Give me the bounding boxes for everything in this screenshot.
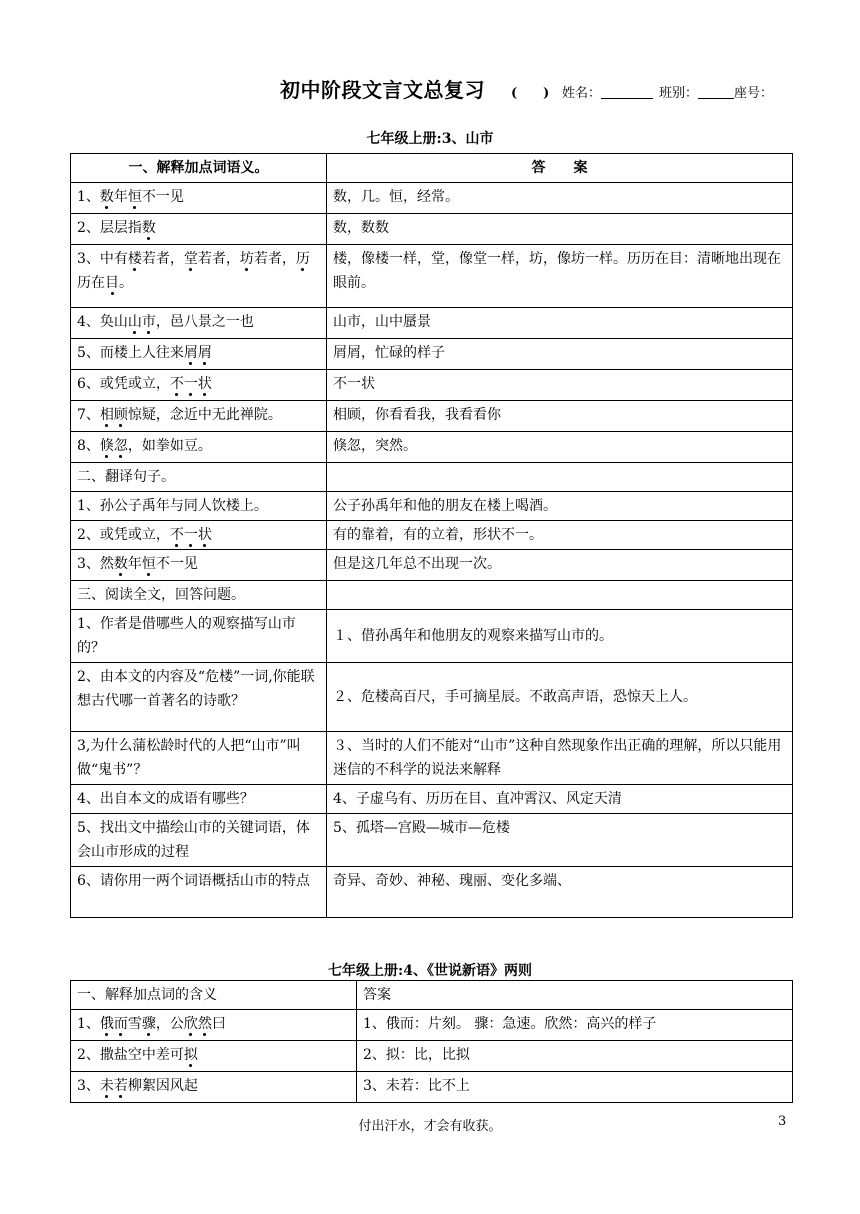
answer-cell [327,463,793,492]
dotted-term: 状 [197,527,212,543]
question-cell: 1、孙公子禹年与同人饮楼上。 [71,492,327,521]
answer-cell: 但是这几年总不出现一次。 [327,550,793,581]
column-header-question: 一、解释加点词的含义 [71,981,357,1010]
answer-cell: 相顾，你看看我，我看看你 [327,401,793,432]
question-cell [71,1010,357,1041]
question-text: 4、奂山 [77,314,128,330]
answer-cell: 2、拟：比，比拟 [357,1041,793,1072]
answer-cell [327,581,793,610]
table-row [71,339,793,370]
table-row [71,581,793,610]
answer-cell: 倏忽，突然。 [327,432,793,463]
question-cell: 6、请你用一两个词语概括山市的特点 [71,867,327,918]
dotted-term: 然 [197,1016,212,1032]
table-row [71,183,793,214]
table-row [71,732,793,785]
dotted-term: 俄 [99,1016,114,1032]
dotted-term: 恒 [127,189,142,205]
answer-cell: 4、子虚乌有、历历在目、直冲霄汉、风定天清 [327,785,793,814]
question-cell [71,550,327,581]
dotted-term: 不 [169,527,184,543]
question-text: 惊疑，念近中无此禅院。 [127,407,282,423]
answer-cell: ２、危楼高百尺，手可摘星辰。不敢高声语，恐惊天上人。 [327,663,793,732]
dotted-term: 骤 [141,1016,156,1032]
question-cell: 三、阅读全文，回答问题。 [71,581,327,610]
table-row [71,1010,793,1041]
table-row [71,401,793,432]
question-text: 2、撒盐空中差可 [77,1047,184,1063]
question-text: 2、或凭或立， [77,527,170,543]
answer-cell: 1、俄而：片刻。 骤：急速。欣然：高兴的样子 [357,1010,793,1041]
section1-title: 七年级上册:3、山市 [366,131,494,147]
table-row [71,432,793,463]
question-text: 雪 [127,1016,142,1032]
question-text: 若者， [253,251,296,267]
question-text: 。 [119,275,133,291]
question-text: 7、 [77,407,100,423]
class-label: 班别： [659,86,699,101]
question-cell [71,245,327,308]
name-label: 姓名： [562,86,602,101]
question-cell [71,432,327,463]
question-text: ，如拳如豆。 [127,438,212,454]
page-number: 3 [778,1114,787,1129]
question-text: 2、层层指 [77,220,142,236]
dotted-term: 楼 [127,251,142,267]
table-row [71,370,793,401]
table-row [71,214,793,245]
question-text: 3、 [77,1078,100,1094]
question-text: 曰 [211,1016,226,1032]
column-header-answer: 答 案 [327,154,793,183]
question-text: 年 [127,556,142,572]
document-title: 初中阶段文言文总复习 [280,78,485,102]
answer-cell: 数，数数 [327,214,793,245]
question-text: 不一见 [155,556,198,572]
dotted-term: 拟 [183,1047,198,1063]
question-cell: 5、找出文中描绘山市的关键词语，体会山市形成的过程 [71,814,327,867]
question-text: ，邑八景之一也 [155,314,254,330]
question-cell: 二、翻译句子。 [71,463,327,492]
class-blank [698,98,734,99]
dotted-term: 相 [99,407,114,423]
question-cell [71,339,327,370]
question-cell: 3,为什么蒲松龄时代的人把“山市”叫做“鬼书”？ [71,732,327,785]
answer-cell: 有的靠着，有的立着，形状不一。 [327,521,793,550]
dotted-term: 屑 [183,345,198,361]
question-text: 1、 [77,1016,100,1032]
answer-cell: 数，几。恒，经常。 [327,183,793,214]
table-row [71,1072,793,1103]
table-row [71,550,793,581]
question-text: 若者， [141,251,184,267]
answer-cell: 山市，山中蜃景 [327,308,793,339]
answer-cell: 3、未若：比不上 [357,1072,793,1103]
dotted-term: 一 [183,376,198,392]
dotted-term: 未 [99,1078,114,1094]
answer-cell: １、借孙禹年和他朋友的观察来描写山市的。 [327,610,793,663]
answer-cell: ３、当时的人们不能对“山市”这种自然现象作出正确的理解，所以只能用迷信的不科学的说法来解释 [327,732,793,785]
question-text: 不一见 [141,189,184,205]
page-header [0,72,860,108]
question-text: 8、 [77,438,100,454]
dotted-term: 屑 [197,345,212,361]
dotted-term: 数 [99,189,114,205]
question-text: 1、 [77,189,100,205]
section2-table [70,980,793,1103]
dotted-term: 欣 [183,1016,198,1032]
question-cell [71,1072,357,1103]
answer-cell: 奇异、奇妙、神秘、瑰丽、变化多端、 [327,867,793,918]
table-row [71,610,793,663]
dotted-term: 坊 [239,251,254,267]
table-row [71,492,793,521]
dotted-term: 历 [295,251,310,267]
dotted-term: 恒 [141,556,156,572]
question-text: 3、中有 [77,251,128,267]
section1-table [70,153,793,918]
question-text: ，公 [155,1016,184,1032]
question-cell [71,370,327,401]
footer-motto: 付出汗水，才会有收获。 [358,1119,502,1134]
question-text: 历在 [77,275,105,291]
dotted-term: 不 [169,376,184,392]
table-row [71,463,793,492]
title-paren: ( ) [511,86,550,101]
section2-title: 七年级上册:4、《世说新语》两则 [328,963,532,979]
question-cell [71,521,327,550]
table-row [71,867,793,918]
dotted-term: 而 [113,1016,128,1032]
answer-cell: 不一状 [327,370,793,401]
seat-label: 座号： [734,86,774,101]
answer-cell: 楼，像楼一样，堂，像堂一样，坊，像坊一样。历历在目：清晰地出现在眼前。 [327,245,793,308]
question-text: 若者， [197,251,240,267]
dotted-term: 市 [141,314,156,330]
dotted-term: 倏 [99,438,114,454]
question-text: 6、或凭或立， [77,376,170,392]
table-row [71,663,793,732]
dotted-term: 顾 [113,407,128,423]
answer-cell: 公子孙禹年和他的朋友在楼上喝酒。 [327,492,793,521]
question-cell [71,308,327,339]
dotted-term: 忽 [113,438,128,454]
question-cell: 2、由本文的内容及“危楼”一词,你能联想古代哪一首著名的诗歌？ [71,663,327,732]
table-row [71,245,793,308]
dotted-term: 数 [113,556,128,572]
dotted-term: 数 [141,220,156,236]
table-row [71,785,793,814]
question-cell [71,401,327,432]
column-header-answer: 答案 [357,981,793,1010]
table-row [71,1041,793,1072]
table-header-row [71,981,793,1010]
question-cell: 4、出自本文的成语有哪些？ [71,785,327,814]
dotted-term: 山 [127,314,142,330]
table-row [71,521,793,550]
question-text: 3、然 [77,556,114,572]
table-header-row [71,154,793,183]
column-header-question: 一、解释加点词语义。 [71,154,327,183]
name-blank [601,98,653,99]
question-text: 5、而楼上人往来 [77,345,184,361]
question-cell [71,183,327,214]
dotted-term: 状 [197,376,212,392]
dotted-term: 若 [113,1078,128,1094]
dotted-term: 目 [105,275,119,291]
answer-cell: 5、孤塔—宫殿—城市—危楼 [327,814,793,867]
question-cell: 1、作者是借哪些人的观察描写山市的？ [71,610,327,663]
question-text: 年 [113,189,128,205]
answer-cell: 屑屑，忙碌的样子 [327,339,793,370]
question-cell [71,1041,357,1072]
question-text: 柳絮因风起 [127,1078,198,1094]
dotted-term: 堂 [183,251,198,267]
question-cell [71,214,327,245]
dotted-term: 一 [183,527,198,543]
student-info [562,82,773,101]
table-row [71,814,793,867]
table-row [71,308,793,339]
